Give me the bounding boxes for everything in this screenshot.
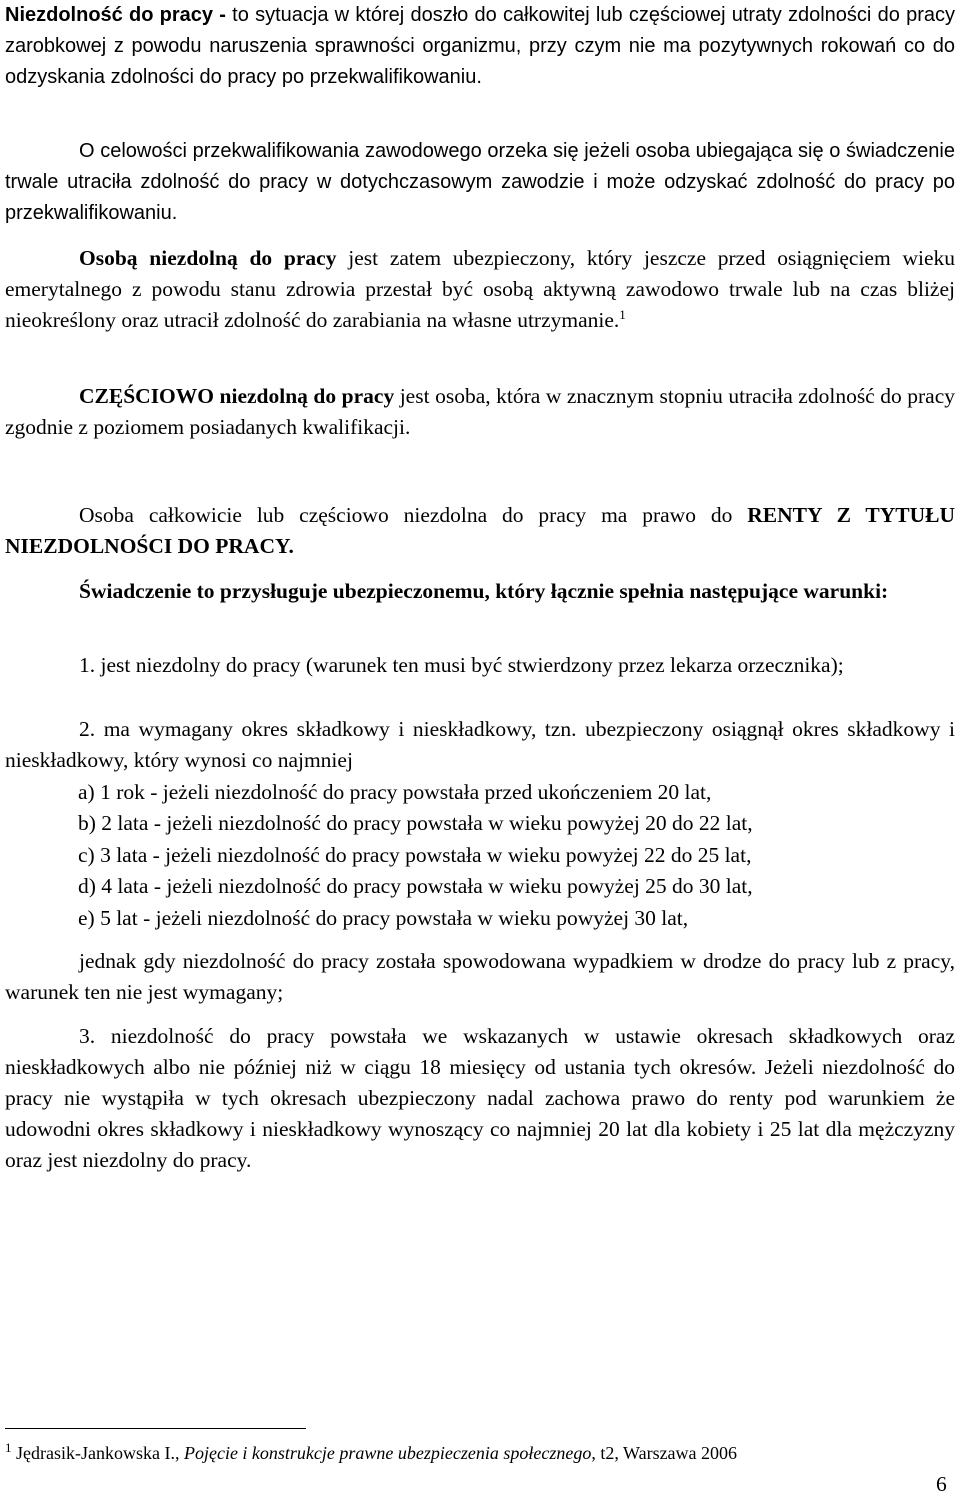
paragraph-text: Osoba całkowicie lub częściowo niezdolna do pracy ma prawo do (79, 503, 748, 527)
list-item: d) 4 lata - jeżeli niezdolność do pracy powstała w wieku powyżej 25 do 30 lat, (78, 874, 753, 898)
paragraph-text: 1. jest niezdolny do pracy (warunek ten musi być stwierdzony przez lekarza orzecznika); (79, 653, 844, 677)
footnote-number: 1 (5, 1440, 12, 1455)
term-incapacity: Niezdolność do pracy - (5, 4, 226, 26)
condition-1 (5, 650, 955, 681)
footnote (5, 1442, 955, 1464)
paragraph-conditions-heading (5, 576, 955, 607)
paragraph-incapable-person (5, 243, 955, 336)
footnote-divider (5, 1428, 306, 1429)
paragraph-exception (5, 946, 955, 1008)
page-number: 6 (936, 1472, 947, 1496)
condition-2 (5, 714, 955, 776)
paragraph-text: to sytuacja w której doszło do całkowitej lub częściowej utraty zdolności do pracy zarobkowej z powodu naruszenia sprawności organizmu, przy czym nie ma pozytywnych rokowań co do odzyskania zdolności do pracy po przekwalifikowaniu. (5, 4, 955, 88)
paragraph-requalification (5, 136, 955, 229)
footnote-rest: , t2, Warszawa 2006 (591, 1443, 738, 1463)
paragraph-partial-incapacity (5, 381, 955, 443)
paragraph-text: 3. niezdolność do pracy powstała we wskazanych w ustawie okresach składkowych oraz nieskładkowych albo nie później niż w ciągu 18 miesięcy od ustania tych okresów. Jeżeli niezdolność do pracy nie wystąpiła w tych okresach ubezpieczony nadal zachowa prawo do renty pod warunkiem że udowodni okres składkowy i nieskładkowy wynoszący co najmniej 20 lat dla kobiety i 25 lat dla mężczyzny oraz jest niezdolny do pracy. (5, 1024, 955, 1172)
footnote-author: Jędrasik-Jankowska I., (11, 1443, 184, 1463)
paragraph-text: jednak gdy niezdolność do pracy została spowodowana wypadkiem w drodze do pracy lub z pracy, warunek ten nie jest wymagany; (5, 949, 955, 1004)
pension-name: RENTY Z TYTUŁU NIEZDOLNOŚCI DO PRACY. (5, 503, 955, 558)
list-item: c) 3 lata - jeżeli niezdolność do pracy powstała w wieku powyżej 22 do 25 lat, (78, 843, 752, 867)
paragraph-text: jest osoba, która w znacznym stopniu utraciła zdolność do pracy zgodnie z poziomem posiadanych kwalifikacji. (5, 384, 955, 439)
paragraph-pension-right (5, 500, 955, 562)
list-item: e) 5 lat - jeżeli niezdolność do pracy powstała w wieku powyżej 30 lat, (78, 906, 689, 930)
conditions-heading: Świadczenie to przysługuje ubezpieczonemu, który łącznie spełnia następujące warunki: (79, 579, 889, 603)
term-partial-incapacity: CZĘŚCIOWO niezdolną do pracy (79, 384, 395, 408)
term-incapable-person: Osobą niezdolną do pracy (79, 246, 337, 270)
paragraph-definition-incapacity (5, 0, 955, 93)
list-item: a) 1 rok - jeżeli niezdolność do pracy powstała przed ukończeniem 20 lat, (78, 780, 712, 804)
list-item: b) 2 lata - jeżeli niezdolność do pracy powstała w wieku powyżej 20 do 22 lat, (78, 811, 753, 835)
footnote-reference: 1 (619, 306, 626, 322)
footnote-title: Pojęcie i konstrukcje prawne ubezpieczenia społecznego (183, 1443, 592, 1463)
paragraph-text: jest zatem ubezpieczony, który jeszcze przed osiągnięciem wieku emerytalnego z powodu stanu zdrowia przestał być osobą aktywną zawodowo trwale lub na czas bliżej nieokreślony oraz utracił zdolność do zarabiania na własne utrzymanie. (5, 246, 955, 332)
condition-3 (5, 1021, 955, 1176)
paragraph-text: 2. ma wymagany okres składkowy i nieskładkowy, tzn. ubezpieczony osiągnął okres składkowy i nieskładkowy, który wynosi co najmniej (5, 717, 955, 772)
paragraph-text: O celowości przekwalifikowania zawodowego orzeka się jeżeli osoba ubiegająca się o świadczenie trwale utraciła zdolność do pracy w dotychczasowym zawodzie i może odzyskać zdolność do pracy po przekwalifikowaniu. (5, 140, 955, 224)
